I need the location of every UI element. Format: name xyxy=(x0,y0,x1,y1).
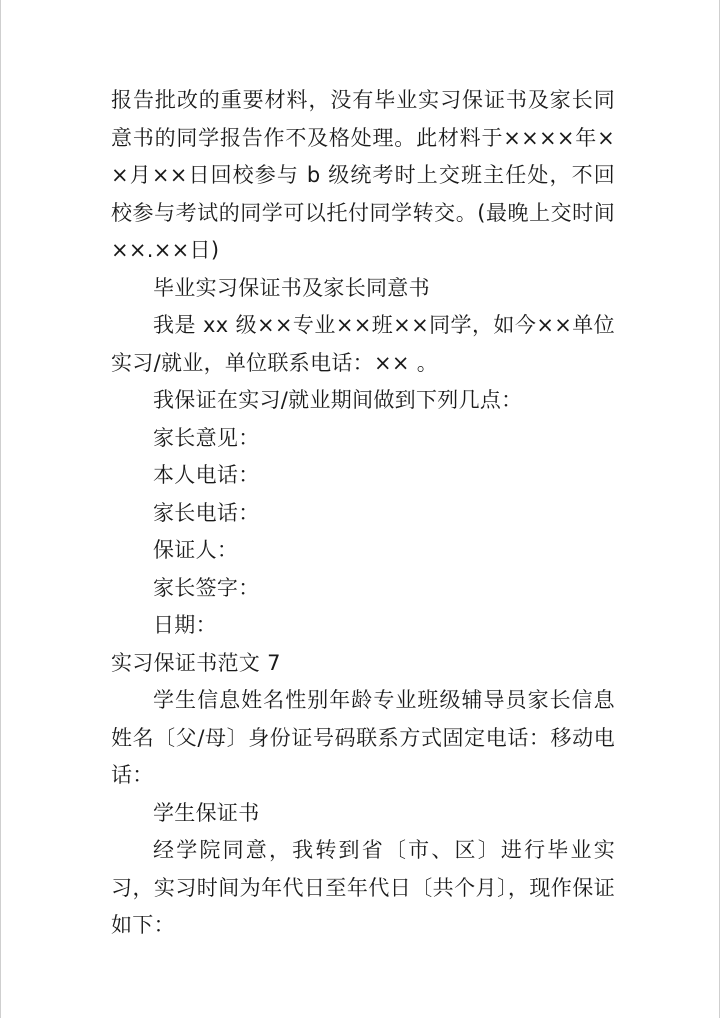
section-title-sample-7: 实习保证书范文 7 xyxy=(111,650,281,675)
heading-guarantee-consent: 毕业实习保证书及家长同意书 xyxy=(153,275,430,300)
paragraph-student-info: 学生信息姓名性别年龄专业班级辅导员家长信息姓名〔父/母〕身份证号码联系方式固定电话：移动电话： xyxy=(111,688,615,787)
field-guarantor: 保证人： xyxy=(153,538,239,562)
field-parent-signature: 家长签字： xyxy=(153,575,260,600)
field-own-phone: 本人电话： xyxy=(153,463,260,487)
field-parent-phone: 家长电话： xyxy=(153,500,260,525)
heading-student-guarantee: 学生保证书 xyxy=(153,800,260,825)
field-date: 日期： xyxy=(153,613,217,637)
paragraph-report-note: 报告批改的重要材料，没有毕业实习保证书及家长同意书的同学报告作不及格处理。此材料于××××年××月××日回校参与 b 级统考时上交班主任处，不回校参与考试的同学可以托付同学转交。(最晚上交时间××.××日) xyxy=(111,88,615,262)
document-body xyxy=(111,82,615,945)
paragraph-internship-pledge: 经学院同意，我转到省〔市、区〕进行毕业实习，实习时间为年代日至年代日〔共个月〕，现作保证如下： xyxy=(111,838,615,937)
paragraph-pledge-intro: 我保证在实习/就业期间做到下列几点： xyxy=(153,388,523,412)
field-parent-opinion: 家长意见： xyxy=(153,425,260,450)
paragraph-student-intro: 我是 xx 级××专业××班××同学，如今××单位实习/就业，单位联系电话：×× 。 xyxy=(111,313,615,375)
